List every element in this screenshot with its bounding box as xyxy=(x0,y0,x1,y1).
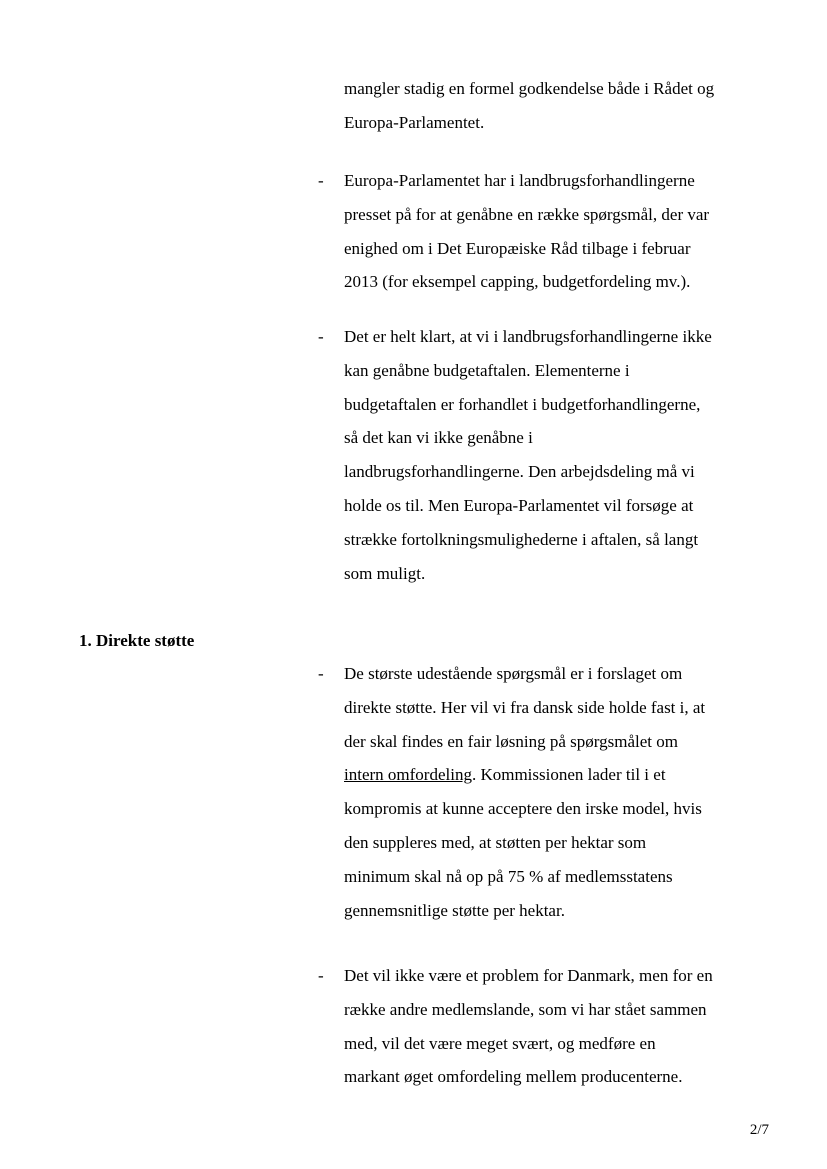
text-line: minimum skal nå op på 75 % af medlemsstatens xyxy=(344,866,673,886)
text-line: kan genåbne budgetaftalen. Elementerne i xyxy=(344,360,630,380)
text-line: der skal findes en fair løsning på spørgsmålet om xyxy=(344,731,678,751)
text-line: De største udestående spørgsmål er i forslaget om xyxy=(344,664,683,683)
text-fragment: . Kommissionen lader til i et xyxy=(471,765,666,785)
text-line: med, vil det være meget svært, og medføre en xyxy=(344,1033,656,1053)
text-line: holde os til. Men Europa-Parlamentet vil forsøge at xyxy=(344,495,694,515)
text-line: budgetaftalen er forhandlet i budgetforhandlingerne, xyxy=(344,394,701,414)
bullet-dash: - xyxy=(318,966,324,985)
text-line: som muligt. xyxy=(344,563,426,583)
text-line: presset på for at genåbne en række spørgsmål, der var xyxy=(344,204,710,224)
bullet-paragraph xyxy=(344,164,784,299)
bullet-dash: - xyxy=(318,171,324,190)
text-line: strække fortolkningsmulighederne i aftalen, så langt xyxy=(344,529,699,549)
text-line: gennemsnitlige støtte per hektar. xyxy=(344,900,565,920)
page-number: 2/7 xyxy=(749,1122,769,1138)
text-line: Det er helt klart, at vi i landbrugsforhandlingerne ikke xyxy=(344,327,712,346)
text-line: kompromis at kunne acceptere den irske model, hvis xyxy=(344,799,702,819)
text-line: Europa-Parlamentet har i landbrugsforhandlingerne xyxy=(344,171,695,190)
text-line: landbrugsforhandlingerne. Den arbejdsdeling må vi xyxy=(344,462,695,482)
text-line: markant øget omfordeling mellem producenterne. xyxy=(344,1067,683,1087)
text-line: enighed om i Det Europæiske Råd tilbage i februar xyxy=(344,238,691,258)
bullet-paragraph xyxy=(344,320,784,590)
bullet-paragraph xyxy=(344,959,784,1094)
underlined-term: intern omfordeling xyxy=(344,765,472,785)
bullet-paragraph xyxy=(344,657,784,927)
text-line: så det kan vi ikke genåbne i xyxy=(344,428,533,448)
text-line: den suppleres med, at støtten per hektar som xyxy=(344,832,647,852)
text-line: Europa-Parlamentet. xyxy=(344,112,485,132)
text-line: række andre medlemslande, som vi har stået sammen xyxy=(344,999,707,1019)
text-line: direkte støtte. Her vil vi fra dansk side holde fast i, at xyxy=(344,697,706,717)
bullet-dash: - xyxy=(318,664,324,683)
text-line: mangler stadig en formel godkendelse både i Rådet og xyxy=(344,79,715,98)
continuation-paragraph xyxy=(344,72,784,140)
bullet-dash: - xyxy=(318,327,324,346)
text-line: 2013 (for eksempel capping, budgetfordeling mv.). xyxy=(344,272,691,292)
section-heading: 1. Direkte støtte xyxy=(79,631,195,650)
text-line xyxy=(344,758,784,792)
text-line: Det vil ikke være et problem for Danmark, men for en xyxy=(344,966,713,985)
